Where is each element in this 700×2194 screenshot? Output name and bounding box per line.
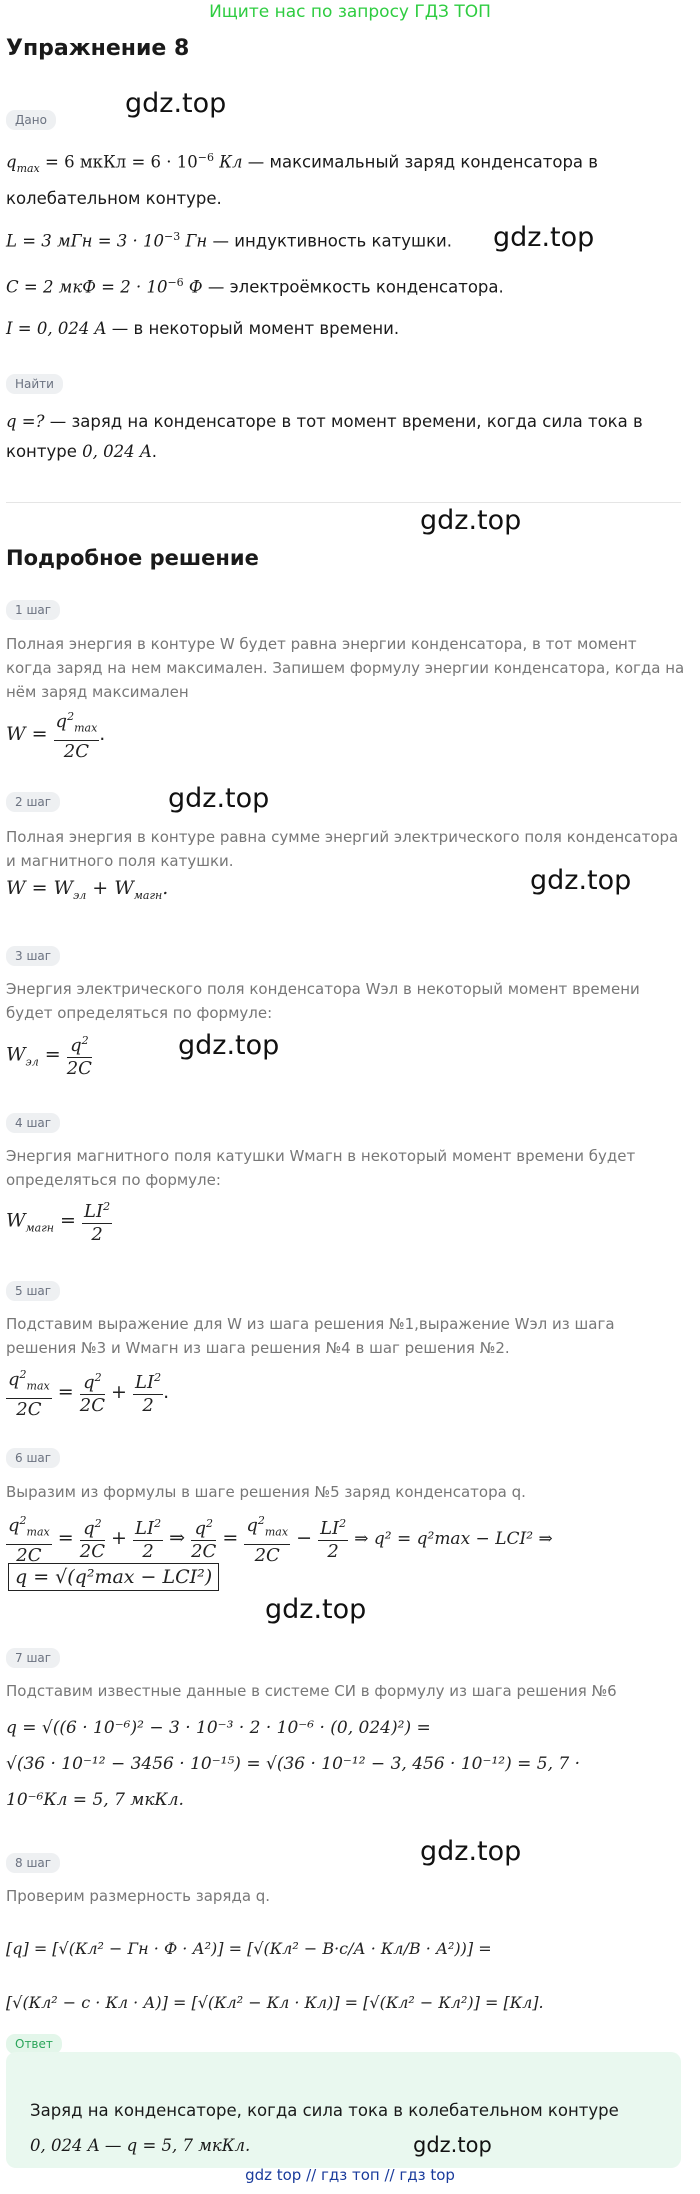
watermark: gdz.top xyxy=(420,505,522,536)
answer-value: 0, 024 A — q = 5, 7 мкКл. xyxy=(30,2136,251,2155)
step-text: Подставим выражение для W из шага решения №1,выражение Wэл из шага решения №3 и Wмагн из шага решения №4 в шаг решения №2. xyxy=(6,1315,615,1357)
step-tag: 3 шаг xyxy=(6,946,60,966)
watermark: gdz.top xyxy=(178,1030,280,1061)
boxed-result: q = √(q²max − LCI²) xyxy=(8,1566,219,1588)
answer-text: Заряд на конденсаторе, когда сила тока в колебательном контуре xyxy=(30,2101,619,2120)
formula-electric-energy: $W_{эл}$ = $\frac{q^2}{2C}$ xyxy=(6,1030,92,1080)
step-tag: 5 шаг xyxy=(6,1281,60,1301)
given-tag: Дано xyxy=(6,110,56,130)
divider xyxy=(6,502,681,503)
find-tag: Найти xyxy=(6,374,63,394)
watermark: gdz.top xyxy=(168,783,270,814)
step-text: Выразим из формулы в шаге решения №5 заряд конденсатора q. xyxy=(6,1483,526,1501)
watermark: gdz.top xyxy=(413,2133,492,2157)
step-tag: 6 шаг xyxy=(6,1448,60,1468)
step-text: Подставим известные данные в системе СИ в формулу из шага решения №6 xyxy=(6,1682,617,1700)
given-L: L = 3 мГн = $3 \cdot 10^{-3}$ Гн — индуктивность катушки. xyxy=(6,230,453,251)
step-tag: 8 шаг xyxy=(6,1853,60,1873)
search-banner: Ищите нас по запросу ГДЗ ТОП xyxy=(209,2,491,22)
given-q: $q_{max} = 6$ мкКл = $6 \cdot 10^{-6}$ Кл — максимальный заряд конденсатора в колебательном контуре. xyxy=(6,151,599,208)
answer-tag: Ответ xyxy=(6,2034,62,2054)
formula-energy-max: W = $\frac{q^2_{max}}{2C}$ . xyxy=(6,706,105,763)
find-text: q =? — заряд на конденсаторе в тот момент времени, когда сила тока в контуре 0, 024 A. xyxy=(6,412,643,461)
solution-title: Подробное решение xyxy=(6,546,259,570)
watermark: gdz.top xyxy=(530,865,632,896)
step-text: Энергия магнитного поля катушки Wмагн в некоторый момент времени будет определяться по формуле: xyxy=(6,1147,636,1189)
formula-derivation: $\frac{q^2_{max}}{2C}$ = $\frac{q^2}{2C}$ + $\frac{LI^2}{2}$ ⇒ $\frac{q^2}{2C}$ = $\frac{q^2_{max}}{2C}$ − $\frac{LI^2}{2}$ ⇒ q² = q²max − LCI² ⇒ xyxy=(6,1510,553,1567)
footer-links[interactable]: gdz top // гдз топ // гдз top xyxy=(245,2166,455,2184)
formula-energy-sum: $W = W_{эл} + W_{магн}$. xyxy=(6,877,169,902)
exercise-title: Упражнение 8 xyxy=(6,36,190,61)
formula-magnetic-energy: $W_{магн}$ = $\frac{LI^2}{2}$ xyxy=(6,1196,112,1246)
step-text: Полная энергия в контуре равна сумме энергий электрического поля конденсатора и магнитного поля катушки. xyxy=(6,828,679,870)
step-text: Полная энергия в контуре W будет равна энергии конденсатора, в тот момент когда заряд на нем максимален. Запишем формулу энергии конденсатора, когда на нём заряд максимален xyxy=(6,635,685,701)
step-tag: 7 шаг xyxy=(6,1648,60,1668)
step-tag: 1 шаг xyxy=(6,600,60,620)
step-text: Проверим размерность заряда q. xyxy=(6,1887,271,1905)
step-tag: 4 шаг xyxy=(6,1113,60,1133)
calculation: q = √((6 · 10⁻⁶)² − 3 · 10⁻³ · 2 · 10⁻⁶ · (0, 024)²) = √(36 · 10⁻¹² − 3456 · 10⁻¹⁵) = √(36 · 10⁻¹² − 3, 456 · 10⁻¹²) = 5, 7 · 10⁻⁶Кл = 5, 7 мкКл. xyxy=(6,1718,581,1810)
watermark: gdz.top xyxy=(125,88,227,119)
dimension-check: [q] = [√(Кл² − Гн · Ф · А²)] = [√(Кл² − В·с/А · Кл/В · А²))] = [√(Кл² − с · Кл · А)] = [√(Кл² − Кл · Кл)] = [√(Кл² − Кл²)] = [Кл]. xyxy=(6,1939,544,2012)
watermark: gdz.top xyxy=(420,1836,522,1867)
formula-substitution: $\frac{q^2_{max}}{2C}$ = $\frac{q^2}{2C}$ + $\frac{LI^2}{2}$ . xyxy=(6,1364,169,1421)
watermark: gdz.top xyxy=(493,222,595,253)
watermark: gdz.top xyxy=(265,1594,367,1625)
given-C: C = 2 мкФ = $2 \cdot 10^{-6}$ Ф — электроёмкость конденсатора. xyxy=(6,276,504,297)
step-text: Энергия электрического поля конденсатора Wэл в некоторый момент времени будет определяться по формуле: xyxy=(6,980,640,1022)
given-I: I = 0, 024 A — в некоторый момент времени. xyxy=(6,319,400,338)
step-tag: 2 шаг xyxy=(6,792,60,812)
